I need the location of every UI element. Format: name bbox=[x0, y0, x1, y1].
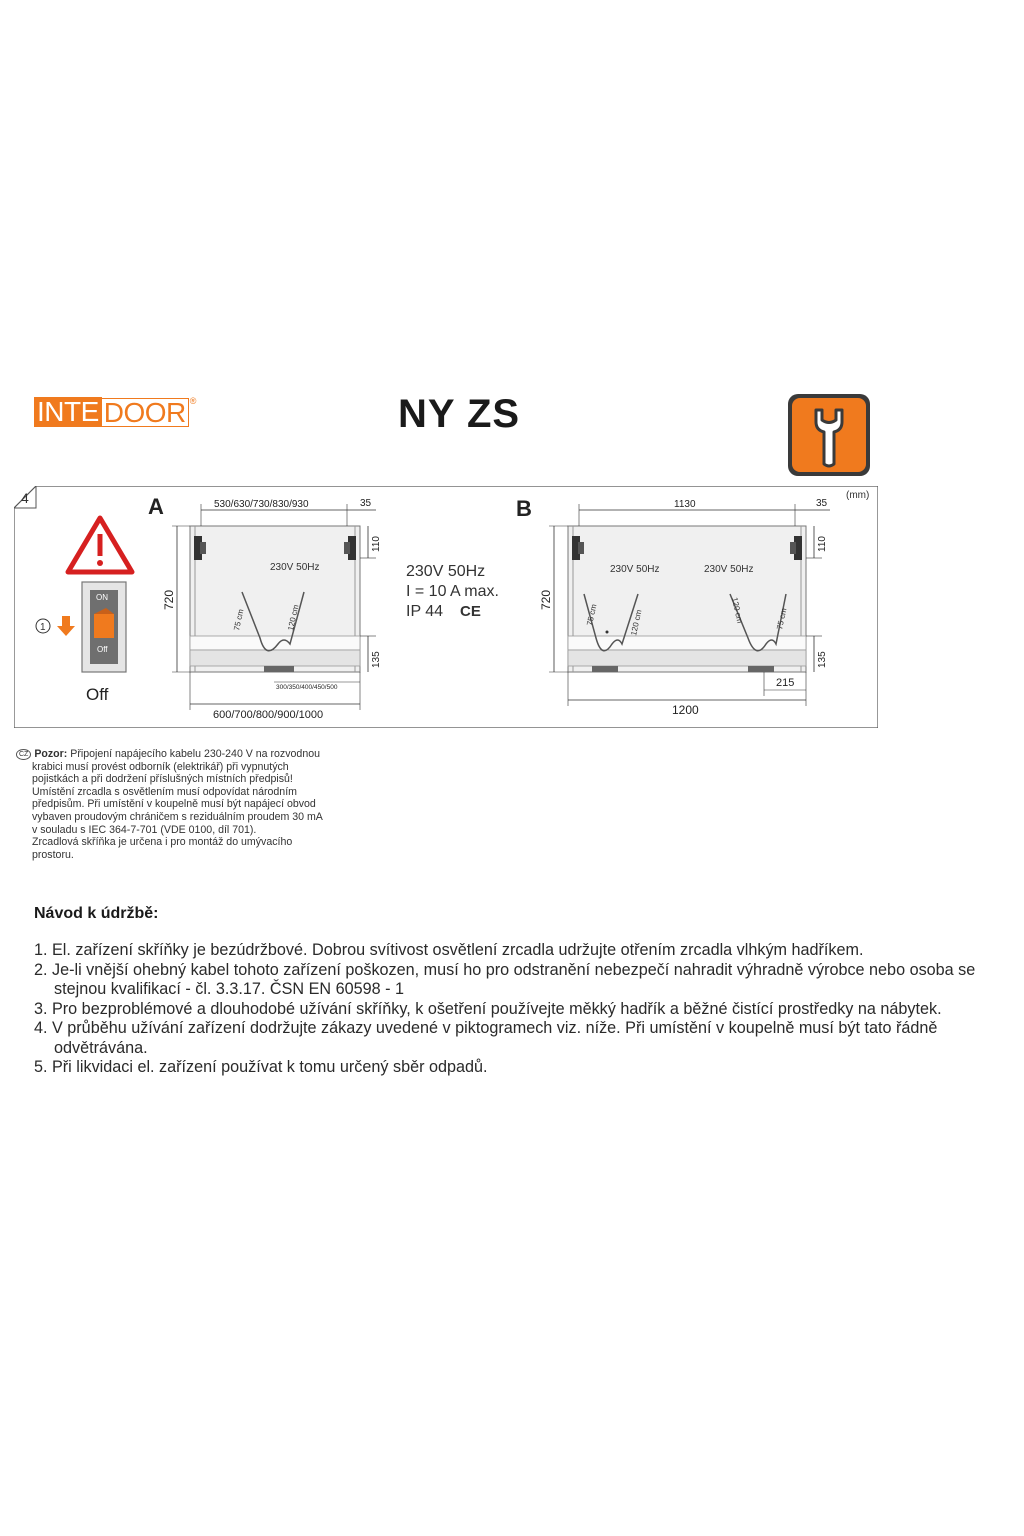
brand-logo bbox=[34, 396, 196, 428]
product-title: NY ZS bbox=[398, 392, 521, 436]
panel-a-cable-left: 75 cm bbox=[232, 608, 246, 632]
warning-lead: Pozor: bbox=[34, 748, 68, 760]
panel-a-top-height: 110 bbox=[371, 536, 382, 552]
unit-label: (mm) bbox=[846, 490, 870, 501]
breaker-switch-icon bbox=[82, 582, 126, 672]
panel-b-cable-4: 75 cm bbox=[775, 607, 789, 631]
switch-off-small-label: Off bbox=[97, 645, 108, 654]
switch-step-marker: 1 bbox=[40, 622, 46, 633]
list-item: 5. Při likvidaci el. zařízení používat k tomu určený sběr odpadů. bbox=[34, 1058, 488, 1076]
warning-line: krabici musí provést odborník (elektrikář) při vypnutých bbox=[32, 760, 289, 773]
panel-a-bottom-width: 600/700/800/900/1000 bbox=[213, 709, 324, 721]
warning-line: vybaven proudovým chráničem s reziduálním proudem 30 mA bbox=[32, 810, 323, 823]
spec-current: I = 10 A max. bbox=[406, 583, 499, 600]
panel-a-label: A bbox=[148, 494, 164, 519]
warning-line: Připojení napájecího kabelu 230-240 V na rozvodnou bbox=[70, 748, 320, 760]
brand-logo-reg: ® bbox=[189, 396, 196, 406]
panel-b-voltage-label-1: 230V 50Hz bbox=[610, 564, 660, 575]
panel-b-cable-3: 120 cm bbox=[730, 596, 745, 625]
panel-b-bottom-width: 1200 bbox=[672, 703, 699, 717]
panel-a-cable-right: 120 cm bbox=[286, 603, 301, 632]
spec-ip-rating: IP 44 bbox=[406, 603, 444, 620]
safety-warning bbox=[16, 748, 346, 861]
warning-line: Umístění zrcadla s osvětlením musí odpovídat národním bbox=[32, 785, 297, 798]
warning-line: prostoru. bbox=[32, 848, 74, 861]
warning-line: předpisům. Při umístění v koupelně musí být napájecí obvod bbox=[32, 798, 316, 811]
panel-b-inner-offset: 215 bbox=[776, 677, 795, 689]
panel-b-width-top: 1130 bbox=[674, 499, 696, 510]
panel-b-bottom-height: 135 bbox=[817, 651, 828, 668]
panel-b-cable-1: 75 cm bbox=[585, 603, 599, 627]
panel-b-voltage-label-2: 230V 50Hz bbox=[704, 564, 754, 575]
switch-on-label: ON bbox=[96, 593, 108, 602]
brand-logo-part2: DOOR bbox=[102, 398, 189, 427]
panel-a-side-offset: 35 bbox=[360, 498, 372, 509]
spec-voltage: 230V 50Hz bbox=[406, 563, 486, 580]
warning-line: v souladu s IEC 364-7-701 (VDE 0100, díl 701). bbox=[32, 823, 257, 836]
warning-line: Zrcadlová skříňka je určena i pro montáž do umývacího bbox=[32, 836, 293, 849]
list-item: 3. Pro bezproblémové a dlouhodobé užívání skříňky, k ošetření používejte měkký hadřík a běžné čistící prostředky na nábytek. bbox=[34, 999, 942, 1018]
maintenance-list bbox=[34, 941, 1014, 1078]
ce-mark: CE bbox=[460, 603, 481, 620]
brand-logo-part1: INTE bbox=[34, 397, 102, 427]
country-badge: CZ bbox=[16, 749, 31, 760]
panel-a-inner-width: 300/350/400/450/500 bbox=[276, 684, 338, 691]
panel-b-cable-2: 120 cm bbox=[629, 608, 644, 637]
panel-a-width-top: 530/630/730/830/930 bbox=[214, 499, 309, 510]
warning-line: pojistkách a při dodržení příslušných místních předpisů! bbox=[32, 773, 293, 786]
maintenance-title: Návod k údržbě: bbox=[34, 905, 159, 922]
panel-b-side-offset: 35 bbox=[816, 498, 828, 509]
panel-b-label: B bbox=[516, 496, 532, 521]
wrench-icon bbox=[786, 392, 872, 478]
installation-diagram bbox=[14, 486, 878, 728]
panel-b-height: 720 bbox=[539, 589, 553, 610]
list-item: 2. Je-li vnější ohebný kabel tohoto zařízení poškozen, musí ho pro odstranění nebezpečí nahradit výhradně výrobce nebo osoba se stejnou kvalifikací - čl. 3.3.17. ČSN EN 60598 - 1 bbox=[34, 960, 976, 998]
panel-b-top-height: 110 bbox=[817, 536, 828, 552]
panel-a-height: 720 bbox=[162, 589, 176, 610]
step-number: 4 bbox=[21, 490, 29, 506]
panel-a-voltage-label: 230V 50Hz bbox=[270, 562, 320, 573]
switch-off-label: Off bbox=[86, 685, 109, 704]
panel-a-bottom-height: 135 bbox=[371, 651, 382, 668]
list-item: 1. El. zařízení skříňky je bezúdržbové. Dobrou svítivost osvětlení zrcadla udržujte otřením zrcadla vlhkým hadříkem. bbox=[34, 941, 864, 959]
list-item: 4. V průběhu užívání zařízení dodržujte zákazy uvedené v piktogramech viz. níže. Při umístění v koupelně musí být tato řádně odvětrávána. bbox=[34, 1019, 938, 1057]
